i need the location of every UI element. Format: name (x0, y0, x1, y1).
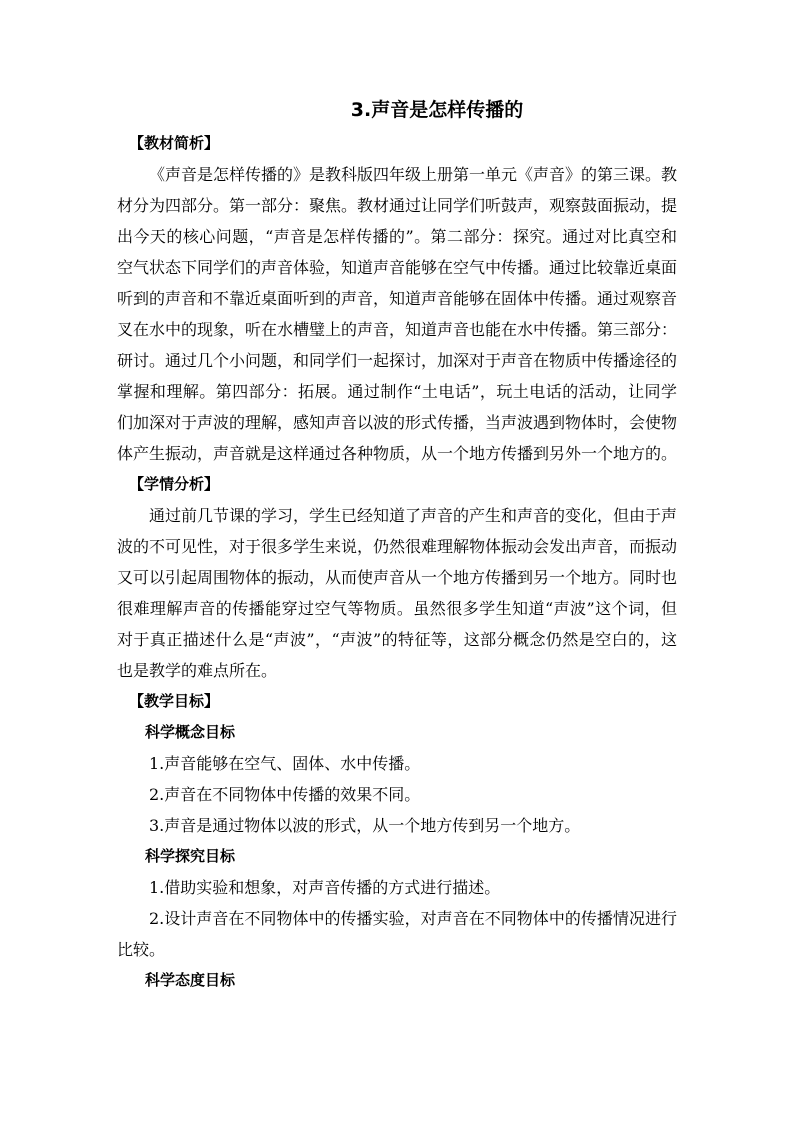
list-item: 1.声音能够在空气、固体、水中传播。 (149, 754, 421, 773)
paragraph-student-analysis: 通过前几节课的学习，学生已经知道了声音的产生和声音的变化，但由于声波的不可见性，对于很多学生来说，仍然很难理解物体振动会发出声音，而振动又可以引起周围物体的振动，从而使声音从一个地方传播到另一个地方。同时也很难理解声音的传播能穿过空气等物质。虽然很多学生知道“声波”这个词，但对于真正描述什么是“声波”，“声波”的特征等，这部分概念仍然是空白的，这也是教学的难点所在。 (117, 506, 678, 680)
list-item: 2.设计声音在不同物体中的传播实验，对声音在不同物体中的传播情况进行比较。 (117, 909, 677, 959)
list-item: 2.声音在不同物体中传播的效果不同。 (149, 785, 421, 804)
subheading-inquiry-goals: 科学探究目标 (145, 847, 236, 865)
subheading-attitude-goals: 科学态度目标 (145, 971, 236, 989)
section-heading-teaching-goals: 【教学目标】 (129, 692, 220, 710)
page-title: 3.声音是怎样传播的 (350, 99, 524, 121)
section-heading-textbook-analysis: 【教材简析】 (129, 134, 220, 152)
section-heading-student-analysis: 【学情分析】 (129, 475, 220, 493)
list-item: 3.声音是通过物体以波的形式，从一个地方传到另一个地方。 (149, 816, 581, 835)
list-item: 1.借助实验和想象，对声音传播的方式进行描述。 (149, 878, 501, 897)
paragraph-textbook-analysis: 《声音是怎样传播的》是教科版四年级上册第一单元《声音》的第三课。教材分为四部分。第一部分：聚焦。教材通过让同学们听鼓声，观察鼓面振动，提出今天的核心问题，“声音是怎样传播的”。第二部分：探究。通过对比真空和空气状态下同学们的声音体验，知道声音能够在空气中传播。通过比较靠近桌面听到的声音和不靠近桌面听到的声音，知道声音能够在固体中传播。通过观察音叉在水中的现象，听在水槽璧上的声音，知道声音也能在水中传播。第三部分：研讨。通过几个小问题，和同学们一起探讨，加深对于声音在物质中传播途径的掌握和理解。第四部分：拓展。通过制作“土电话”，玩土电话的活动，让同学们加深对于声波的理解，感知声音以波的形式传播，当声波遇到物体时，会使物体产生振动，声音就是这样通过各种物质，从一个地方传播到另外一个地方的。 (117, 165, 678, 463)
subheading-concept-goals: 科学概念目标 (145, 723, 236, 741)
